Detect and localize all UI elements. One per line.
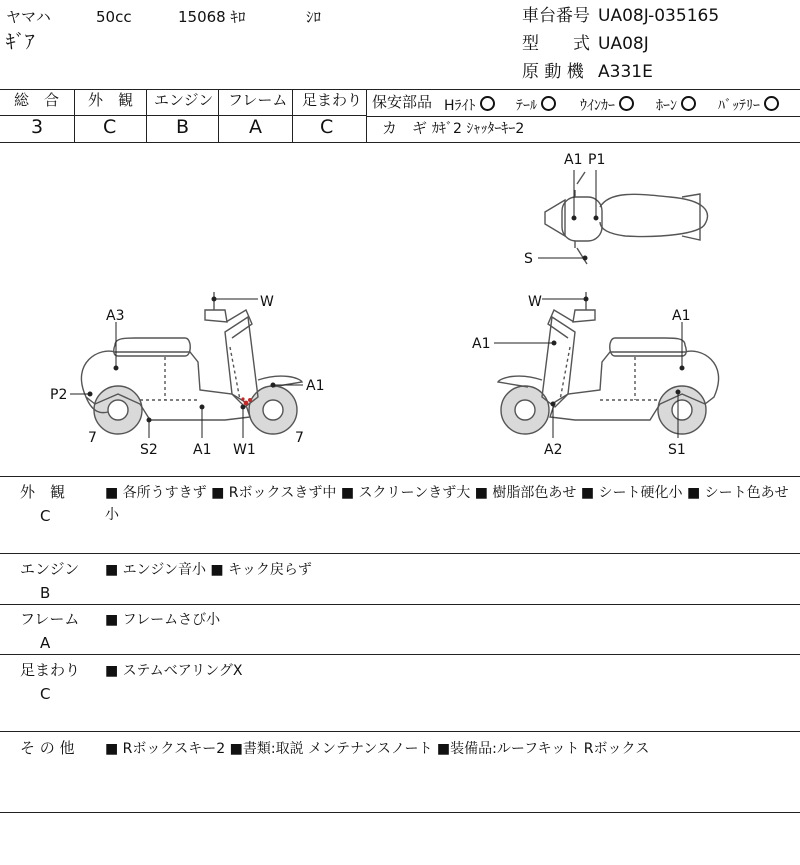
scooter-top-view (545, 172, 707, 264)
remark-label: 足まわり (20, 661, 81, 679)
divider (366, 89, 367, 142)
diagram-label: P1 (588, 152, 606, 168)
diagram-label: A1 (672, 308, 691, 324)
diagram-label: S1 (668, 442, 686, 458)
type-label: 型 式 (522, 34, 590, 54)
ok-mark-icon (681, 96, 696, 111)
engine-label: 原 動 機 (522, 62, 584, 82)
divider (366, 116, 800, 117)
part-winker: ｳｲﾝｶｰ (580, 96, 634, 113)
diagram-label: S (524, 251, 533, 267)
grade-header-exterior: 外 観 (88, 91, 134, 109)
divider (0, 89, 800, 90)
remark-label: 外 観 (20, 483, 66, 501)
mileage: 15068 ｷﾛ (178, 8, 246, 26)
remark-grade: A (40, 634, 51, 652)
maker: ヤマハ (6, 8, 51, 26)
grade-header-suspension: 足まわり (302, 91, 363, 109)
remark-text: ■ フレームさび小 (105, 612, 221, 628)
diagram-label: A1 (564, 152, 583, 168)
divider (218, 89, 219, 142)
diagram-label: A2 (544, 442, 563, 458)
diagram-label: A1 (472, 336, 491, 352)
divider (0, 553, 800, 554)
diagram-label: A1 (306, 378, 325, 394)
remark-grade: C (40, 507, 51, 525)
remark-label: エンジン (20, 560, 80, 578)
diagram-label: S2 (140, 442, 158, 458)
top-callouts (538, 170, 598, 260)
parts-label: 保安部品 (372, 93, 433, 111)
part-taillight: ﾃｰﾙ (516, 96, 556, 113)
divider (0, 476, 800, 477)
remark-grade: C (40, 685, 51, 703)
grade-value-frame: A (249, 116, 262, 138)
diagram-label: 7 (88, 430, 97, 446)
key-value: ｶｷﾞ2 ｼｬｯﾀｰｷｰ2 (432, 121, 525, 137)
key-label: カ ギ (382, 119, 428, 137)
divider (74, 89, 75, 142)
frame-no-label: 車台番号 (522, 6, 590, 26)
diagram-label: A3 (106, 308, 125, 324)
displacement: 50cc (96, 8, 132, 26)
grade-header-engine: エンジン (154, 91, 214, 109)
divider (0, 604, 800, 605)
grade-value-suspension: C (320, 116, 334, 138)
ok-mark-icon (541, 96, 556, 111)
scooter-diagram (0, 142, 800, 476)
part-horn: ﾎｰﾝ (656, 96, 696, 113)
ok-mark-icon (480, 96, 495, 111)
remark-text: ■ エンジン音小 ■ キック戻らず (105, 562, 312, 578)
engine-value: A331E (598, 62, 653, 82)
remark-text: ■ ステムベアリングX (105, 663, 243, 679)
remark-text: ■ 各所うすきず ■ Rボックスきず中 ■ スクリーンきず大 ■ 樹脂部色あせ ■ シート硬化小 ■ シート色あせ小 (105, 485, 789, 523)
divider (0, 731, 800, 732)
diagram-label: A1 (193, 442, 212, 458)
divider (0, 812, 800, 813)
remark-label: フレーム (20, 610, 80, 628)
grade-header-frame: フレーム (228, 91, 288, 109)
remark-text: ■ Rボックスキー2 ■書類:取説 メンテナンスノート ■装備品:ルーフキット Rボックス (105, 741, 650, 757)
ok-mark-icon (764, 96, 779, 111)
grade-value-overall: 3 (31, 116, 44, 138)
color: ｼﾛ (306, 8, 322, 26)
divider (292, 89, 293, 142)
divider (0, 654, 800, 655)
diagram-label: W1 (233, 442, 256, 458)
diagram-label: W (528, 294, 542, 310)
diagram-label: P2 (50, 387, 68, 403)
frame-no-value: UA08J-035165 (598, 6, 720, 26)
part-battery: ﾊﾞｯﾃﾘｰ (718, 96, 779, 113)
model-name: ｷﾞｱ (6, 31, 35, 53)
type-value: UA08J (598, 34, 649, 54)
divider (146, 89, 147, 142)
ok-mark-icon (619, 96, 634, 111)
grade-header-overall: 総 合 (14, 91, 60, 109)
remark-label: そ の 他 (20, 739, 75, 757)
grade-value-engine: B (176, 116, 190, 138)
grade-value-exterior: C (103, 116, 117, 138)
diagram-label: 7 (295, 430, 304, 446)
remark-grade: B (40, 584, 51, 602)
diagram-label: W (260, 294, 274, 310)
part-headlight: Hﾗｲﾄ (444, 96, 495, 113)
